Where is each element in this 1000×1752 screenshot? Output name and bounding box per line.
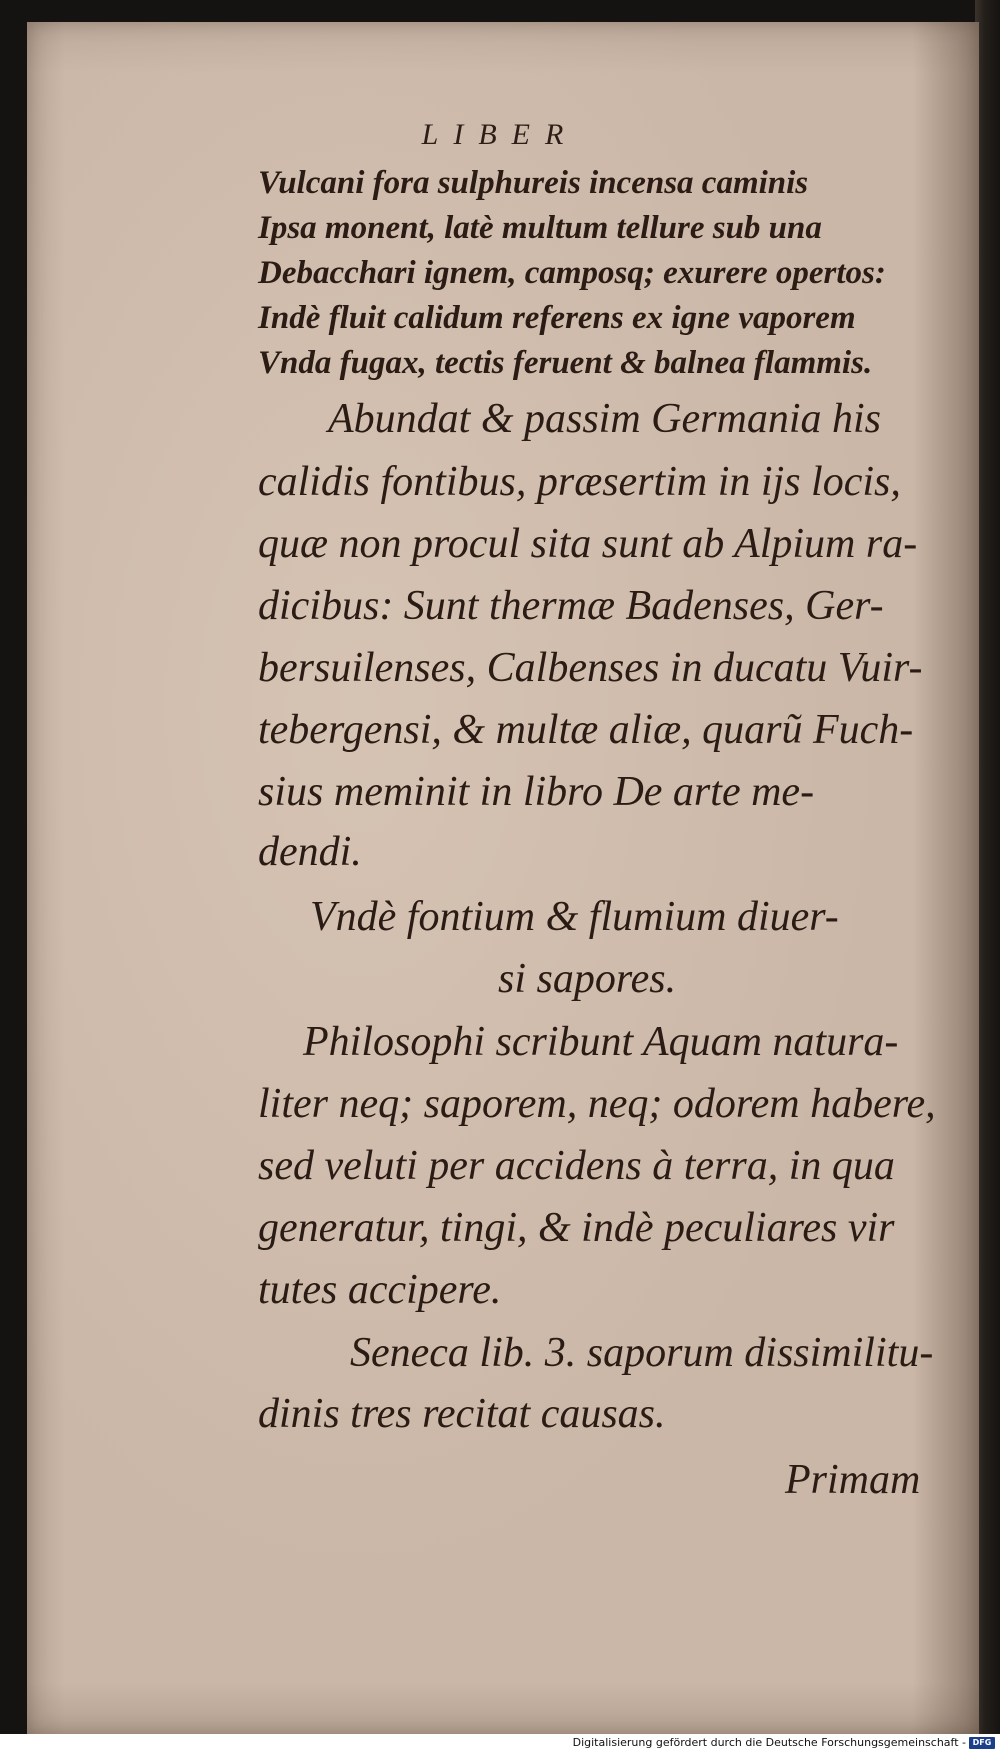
paragraph-line: quæ non procul sita sunt ab Alpium ra-	[258, 521, 918, 567]
paragraph-line: sius meminit in libro De arte me-	[258, 769, 815, 815]
paragraph-line: dinis tres recitat causas.	[258, 1391, 666, 1437]
section-heading: Vndè fontium & flumium diuer-	[310, 894, 839, 940]
paragraph-line: Seneca lib. 3. saporum dissimilitu-	[350, 1330, 934, 1376]
section-heading: si sapores.	[498, 956, 677, 1002]
paragraph-line: sed veluti per accidens à terra, in qua	[258, 1143, 895, 1189]
paragraph-line: liter neq; saporem, neq; odorem habere,	[258, 1081, 936, 1127]
paragraph-line: tutes accipere.	[258, 1267, 502, 1313]
paragraph-line: bersuilenses, Calbenses in ducatu Vuir-	[258, 645, 923, 691]
paragraph-line: calidis fontibus, præsertim in ijs locis,	[258, 459, 901, 505]
paragraph-line: generatur, tingi, & indè peculiares vir	[258, 1205, 895, 1251]
paragraph-line: Abundat & passim Germania his	[328, 396, 882, 442]
paragraph-line: tebergensi, & multæ aliæ, quarũ Fuch-	[258, 707, 914, 753]
verse-line: Indè fluit calidum referens ex igne vaporem	[258, 300, 856, 336]
footer-credit: Digitalisierung gefördert durch die Deutsche Forschungsgemeinschaft -	[572, 1736, 966, 1749]
paragraph-line: dendi.	[258, 829, 362, 875]
paragraph-line: Philosophi scribunt Aquam natura-	[303, 1019, 899, 1065]
paragraph-line: dicibus: Sunt thermæ Badenses, Ger-	[258, 583, 884, 629]
dfg-logo: DFG	[969, 1737, 995, 1749]
verse-line: Debacchari ignem, camposq; exurere opertos:	[258, 255, 886, 291]
verse-line: Vulcani fora sulphureis incensa caminis	[258, 165, 809, 201]
verse-line: Vnda fugax, tectis feruent & balnea flammis.	[258, 345, 873, 381]
catchword: Primam	[785, 1457, 921, 1503]
running-head: LIBER	[421, 118, 579, 151]
verse-line: Ipsa monent, latè multum tellure sub una	[258, 210, 822, 246]
